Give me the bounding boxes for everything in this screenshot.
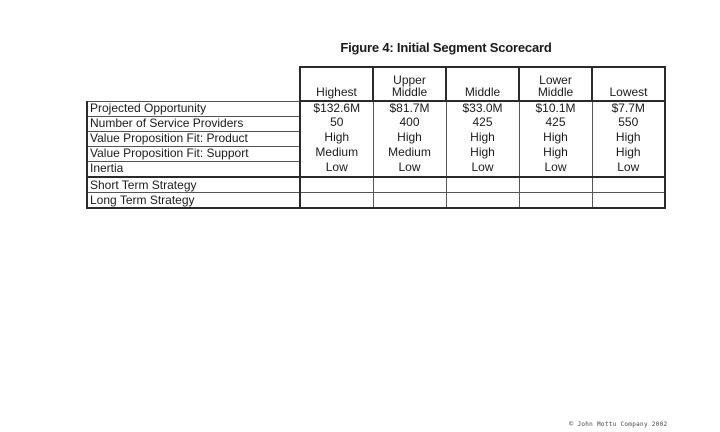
table-cell: Low <box>592 161 665 177</box>
row-label: Inertia <box>87 161 300 177</box>
strategy-cell <box>373 177 446 193</box>
table-cell: Low <box>300 161 373 177</box>
table-cell: High <box>592 146 665 161</box>
strategy-cell <box>373 192 446 208</box>
header-segment-lower-middle: Lower Middle <box>519 67 592 101</box>
table-cell: Medium <box>373 146 446 161</box>
row-label: Projected Opportunity <box>87 101 300 116</box>
table-cell: Low <box>446 161 519 177</box>
copyright-notice <box>569 420 667 428</box>
strategy-cell <box>519 177 592 193</box>
table-cell: 550 <box>592 116 665 131</box>
table-row <box>87 101 665 116</box>
table-cell: 425 <box>446 116 519 131</box>
table-cell: $10.1M <box>519 101 592 116</box>
table-row <box>87 146 665 161</box>
table-row <box>87 131 665 146</box>
table-cell: High <box>446 146 519 161</box>
table-cell: Low <box>373 161 446 177</box>
strategy-cell <box>300 177 373 193</box>
table-cell: High <box>519 146 592 161</box>
strategy-cell <box>592 177 665 193</box>
figure-title: Figure 4: Initial Segment Scorecard <box>340 40 552 55</box>
table-cell: 425 <box>519 116 592 131</box>
table-cell: $7.7M <box>592 101 665 116</box>
table-cell: High <box>519 131 592 146</box>
table-cell: High <box>300 131 373 146</box>
table-cell: 400 <box>373 116 446 131</box>
table-cell: High <box>592 131 665 146</box>
strategy-row-short-term <box>87 177 665 193</box>
copyright-symbol: © <box>569 420 574 428</box>
table-cell: 50 <box>300 116 373 131</box>
header-segment-lowest: Lowest <box>592 67 665 101</box>
row-label: Value Proposition Fit: Support <box>87 146 300 161</box>
header-segment-upper-middle: Upper Middle <box>373 67 446 101</box>
header-segment-middle: Middle <box>446 67 519 101</box>
table-cell: High <box>373 131 446 146</box>
header-blank-cell <box>87 67 300 101</box>
copyright-text: John Mottu Company 2002 <box>577 421 668 428</box>
strategy-cell <box>519 192 592 208</box>
strategy-cell <box>592 192 665 208</box>
table-cell: Medium <box>300 146 373 161</box>
row-label: Long Term Strategy <box>87 192 300 208</box>
row-label: Short Term Strategy <box>87 177 300 193</box>
table-cell: $33.0M <box>446 101 519 116</box>
table-header-row <box>87 67 665 101</box>
strategy-cell <box>446 177 519 193</box>
segment-scorecard-table <box>86 66 666 209</box>
table-cell: High <box>446 131 519 146</box>
strategy-row-long-term <box>87 192 665 208</box>
header-segment-highest: Highest <box>300 67 373 101</box>
table-cell: $81.7M <box>373 101 446 116</box>
strategy-cell <box>300 192 373 208</box>
table-cell: $132.6M <box>300 101 373 116</box>
table-row <box>87 161 665 177</box>
row-label: Value Proposition Fit: Product <box>87 131 300 146</box>
table-cell: Low <box>519 161 592 177</box>
table-row <box>87 116 665 131</box>
row-label: Number of Service Providers <box>87 116 300 131</box>
strategy-cell <box>446 192 519 208</box>
